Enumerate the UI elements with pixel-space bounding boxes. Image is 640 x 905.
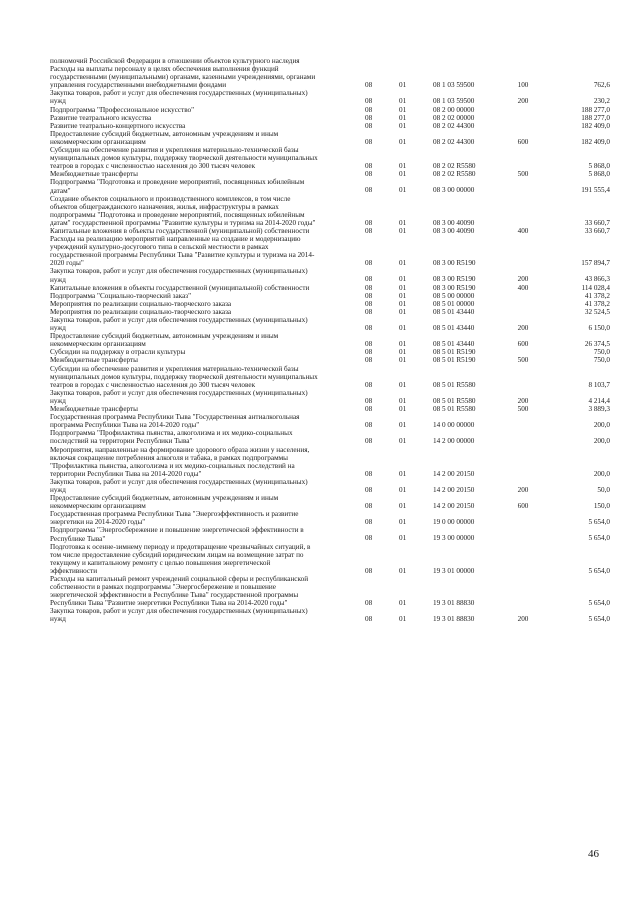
expense-type-code: 400 (517, 226, 529, 235)
expense-type-code: 600 (517, 137, 529, 146)
section-code: 08 (365, 81, 373, 90)
amount: 150,0 (593, 502, 610, 511)
target-item-code: 08 2 02 00000 (433, 113, 475, 122)
row-description: Закупка товаров, работ и услуг для обеспечения государственных (муниципальных) нужд (50, 477, 308, 494)
row-description: Мероприятия, направленные на формирование здорового образа жизни у населения, включая сокращение потребления алкоголя и табака, в рамках подпрограммы "Профилактика пьянства, алкоголизма и их медико-социальных последствий на территории Республики Тыва на 2014-2020 годы" (50, 445, 310, 478)
target-item-code: 19 0 00 00000 (433, 518, 475, 527)
expense-type-code: 200 (517, 615, 529, 624)
target-item-code: 08 2 00 00000 (433, 105, 475, 114)
target-item-code: 08 2 02 44300 (433, 137, 475, 146)
subsection-code: 01 (399, 469, 407, 478)
target-item-code: 08 5 01 00000 (433, 299, 475, 308)
subsection-code: 01 (399, 348, 407, 357)
amount: 33 660,7 (584, 226, 610, 235)
section-code: 08 (365, 615, 373, 624)
table-row (50, 130, 610, 146)
table-row (50, 284, 610, 292)
section-code: 08 (365, 340, 373, 349)
section-code: 08 (365, 502, 373, 511)
row-description: Развитие театрального искусства (50, 113, 152, 122)
table-row (50, 227, 610, 235)
row-description: Подпрограмма "Энергосбережение и повышение энергетической эффективности в Республике Тыва" (50, 526, 304, 543)
section-code: 08 (365, 348, 373, 357)
row-description: Субсидии на обеспечение развития и укрепления материально-технической базы муниципальных домов культуры, поддержку творческой деятельности муниципальных театров в городах с численностью населения до 300 тысяч человек (50, 146, 318, 171)
amount: 5 868,0 (588, 170, 610, 179)
amount: 50,0 (597, 485, 610, 494)
amount: 188 277,0 (581, 105, 610, 114)
table-row (50, 332, 610, 348)
subsection-code: 01 (399, 380, 407, 389)
expense-type-code: 500 (517, 170, 529, 179)
amount: 188 277,0 (581, 113, 610, 122)
subsection-code: 01 (399, 502, 407, 511)
expense-type-code: 400 (517, 283, 529, 292)
amount: 6 150,0 (588, 324, 610, 332)
section-code: 08 (365, 105, 373, 114)
target-item-code: 08 2 02 44300 (433, 121, 475, 130)
subsection-code: 01 (399, 534, 407, 543)
row-description: Государственная программа Республики Тыва "Энергоэффективность и развитие энергетики на 2014-2020 годы" (50, 510, 299, 527)
target-item-code: 08 3 00 R5190 (433, 259, 476, 268)
table-row (50, 114, 610, 122)
row-description: Межбюджетные трансферты (50, 405, 138, 414)
section-code: 08 (365, 218, 373, 227)
table-row (50, 356, 610, 364)
section-code: 08 (365, 485, 373, 494)
subsection-code: 01 (399, 105, 407, 114)
table-row (50, 389, 610, 405)
table-row (50, 446, 610, 478)
target-item-code: 14 2 00 20150 (433, 502, 475, 511)
table-row (50, 65, 610, 89)
target-item-code: 08 3 00 R5190 (433, 283, 476, 292)
target-item-code: 08 5 01 R5190 (433, 348, 476, 357)
subsection-code: 01 (399, 283, 407, 292)
target-item-code: 08 2 02 R5580 (433, 170, 476, 179)
amount: 3 889,3 (588, 405, 610, 414)
target-item-code: 14 2 00 20150 (433, 469, 475, 478)
subsection-code: 01 (399, 121, 407, 130)
row-description: Капитальные вложения в объекты государственной (муниципальной) собственности (50, 226, 310, 235)
amount: 5 654,0 (588, 566, 610, 575)
table-row (50, 292, 610, 300)
row-description: Расходы на капитальный ремонт учреждений социальной сферы и республиканской собственности в рамках подпрограммы "Энергосбережение и повышение энергетической эффективности в Республике Тыва" государственной программы Республики Тыва "Развитие энергетики Республики Тыва на 2014-2020 годы" (50, 575, 309, 608)
amount: 5 868,0 (588, 162, 610, 171)
table-row (50, 316, 610, 332)
section-code: 08 (365, 97, 373, 106)
target-item-code: 08 3 00 40090 (433, 218, 475, 227)
target-item-code: 08 5 01 R5580 (433, 405, 476, 414)
table-row (50, 494, 610, 510)
table-row (50, 170, 610, 178)
amount: 4 214,4 (588, 396, 610, 405)
target-item-code: 08 5 00 00000 (433, 291, 475, 300)
table-row (50, 122, 610, 130)
row-description: Расходы на реализацию мероприятий направленные на создание и модернизацию учреждений культурно-досугового типа в сельской местности в рамках государственной программы Республики Тыва "Развитие культуры и туризма на 2014-2020 годы" (50, 235, 315, 268)
target-item-code: 08 5 01 43440 (433, 324, 475, 332)
amount: 5 654,0 (588, 518, 610, 527)
section-code: 08 (365, 113, 373, 122)
subsection-code: 01 (399, 218, 407, 227)
amount: 750,0 (593, 356, 610, 365)
amount: 191 555,4 (581, 186, 610, 195)
amount: 5 654,0 (588, 599, 610, 607)
subsection-code: 01 (399, 162, 407, 171)
row-description: Закупка товаров, работ и услуг для обеспечения государственных (муниципальных) нужд (50, 267, 308, 284)
row-description: Подпрограмма "Подготовка и проведение мероприятий, посвященных юбилейным датам" (50, 178, 305, 195)
subsection-code: 01 (399, 396, 407, 405)
expense-type-code: 200 (517, 324, 529, 332)
amount: 200,0 (593, 437, 610, 446)
expense-type-code: 600 (517, 502, 529, 511)
section-code: 08 (365, 396, 373, 405)
amount: 750,0 (593, 348, 610, 357)
subsection-code: 01 (399, 113, 407, 122)
target-item-code: 08 1 03 59500 (433, 97, 475, 106)
amount: 26 374,5 (584, 340, 610, 349)
subsection-code: 01 (399, 275, 407, 284)
target-item-code: 08 5 01 43440 (433, 340, 475, 349)
subsection-code: 01 (399, 615, 407, 624)
row-description: Подпрограмма "Профилактика пьянства, алкоголизма и их медико-социальных последствий на территории Республики Тыва" (50, 429, 293, 446)
subsection-code: 01 (399, 97, 407, 106)
row-description: Закупка товаров, работ и услуг для обеспечения государственных (муниципальных) нужд (50, 388, 308, 405)
section-code: 08 (365, 566, 373, 575)
table-row (50, 405, 610, 413)
section-code: 08 (365, 437, 373, 446)
section-code: 08 (365, 162, 373, 171)
section-code: 08 (365, 186, 373, 195)
subsection-code: 01 (399, 137, 407, 146)
amount: 33 660,7 (584, 218, 610, 227)
row-description: Субсидии на поддержку в отрасли культуры (50, 348, 186, 357)
page-number: 46 (588, 848, 599, 860)
expense-type-code: 500 (517, 356, 529, 365)
subsection-code: 01 (399, 299, 407, 308)
row-description: Закупка товаров, работ и услуг для обеспечения государственных (муниципальных) нужд (50, 89, 308, 106)
section-code: 08 (365, 307, 373, 316)
section-code: 08 (365, 299, 373, 308)
subsection-code: 01 (399, 405, 407, 414)
expense-type-code: 200 (517, 396, 529, 405)
table-row (50, 526, 610, 542)
target-item-code: 08 5 01 43440 (433, 307, 475, 316)
target-item-code: 19 3 01 00000 (433, 566, 475, 575)
subsection-code: 01 (399, 599, 407, 607)
section-code: 08 (365, 380, 373, 389)
section-code: 08 (365, 283, 373, 292)
table-row (50, 106, 610, 114)
table-row (50, 57, 610, 65)
section-code: 08 (365, 275, 373, 284)
section-code: 08 (365, 259, 373, 268)
expense-type-code: 500 (517, 405, 529, 414)
row-description: полномочий Российской Федерации в отношении объектов культурного наследия (50, 57, 300, 65)
target-item-code: 19 3 01 88830 (433, 599, 475, 607)
row-description: Подпрограмма "Социально-творческий заказ" (50, 291, 192, 300)
amount: 230,2 (593, 97, 610, 106)
amount: 157 894,7 (581, 259, 610, 268)
expense-type-code: 200 (517, 485, 529, 494)
table-row (50, 267, 610, 283)
section-code: 08 (365, 534, 373, 543)
amount: 762,6 (593, 81, 610, 90)
row-description: Предоставление субсидий бюджетным, автономным учреждениям и иным некоммерческим организациям (50, 332, 279, 349)
row-description: Закупка товаров, работ и услуг для обеспечения государственных (муниципальных) нужд (50, 316, 308, 333)
section-code: 08 (365, 405, 373, 414)
row-description: Межбюджетные трансферты (50, 170, 138, 179)
subsection-code: 01 (399, 186, 407, 195)
table-row (50, 478, 610, 494)
subsection-code: 01 (399, 518, 407, 527)
row-description: Предоставление субсидий бюджетным, автономным учреждениям и иным некоммерческим организациям (50, 129, 279, 146)
target-item-code: 08 1 03 59500 (433, 81, 475, 90)
budget-table (50, 57, 610, 624)
expense-type-code: 200 (517, 275, 529, 284)
row-description: Капитальные вложения в объекты государственной (муниципальной) собственности (50, 283, 310, 292)
table-row (50, 543, 610, 575)
subsection-code: 01 (399, 485, 407, 494)
amount: 5 654,0 (588, 534, 610, 543)
target-item-code: 08 5 01 R5190 (433, 356, 476, 365)
amount: 182 409,0 (581, 121, 610, 130)
expense-type-code: 600 (517, 340, 529, 349)
table-row (50, 429, 610, 445)
target-item-code: 19 3 00 00000 (433, 534, 475, 543)
amount: 200,0 (593, 421, 610, 430)
amount: 32 524,5 (584, 307, 610, 316)
row-description: Предоставление субсидий бюджетным, автономным учреждениям и иным некоммерческим организациям (50, 494, 279, 511)
table-row (50, 575, 610, 607)
amount: 41 378,2 (584, 299, 610, 308)
section-code: 08 (365, 356, 373, 365)
target-item-code: 08 2 02 R5580 (433, 162, 476, 171)
subsection-code: 01 (399, 259, 407, 268)
amount: 8 103,7 (588, 380, 610, 389)
section-code: 08 (365, 121, 373, 130)
row-description: Мероприятия по реализации социально-творческого заказа (50, 299, 232, 308)
subsection-code: 01 (399, 170, 407, 179)
target-item-code: 08 3 00 40090 (433, 226, 475, 235)
subsection-code: 01 (399, 437, 407, 446)
expense-type-code: 200 (517, 97, 529, 106)
row-description: Межбюджетные трансферты (50, 356, 138, 365)
section-code: 08 (365, 518, 373, 527)
section-code: 08 (365, 170, 373, 179)
amount: 43 866,3 (584, 275, 610, 284)
table-row (50, 413, 610, 429)
table-row (50, 510, 610, 526)
section-code: 08 (365, 324, 373, 332)
table-row (50, 607, 610, 623)
row-description: Мероприятия по реализации социально-творческого заказа (50, 307, 232, 316)
target-item-code: 08 3 00 00000 (433, 186, 475, 195)
target-item-code: 14 2 00 20150 (433, 485, 475, 494)
subsection-code: 01 (399, 356, 407, 365)
row-description: Закупка товаров, работ и услуг для обеспечения государственных (муниципальных) нужд (50, 607, 308, 624)
subsection-code: 01 (399, 340, 407, 349)
row-description: Расходы на выплаты персоналу в целях обеспечения выполнения функций государственными (муниципальными) органами, казенными учреждениями, органами управления государственными внебюджетными фондами (50, 65, 316, 90)
section-code: 08 (365, 599, 373, 607)
table-row (50, 348, 610, 356)
target-item-code: 08 5 01 R5580 (433, 380, 476, 389)
row-description: Государственная программа Республики Тыва "Государственная антиалкогольная программа Республики Тыва на 2014-2020 годы" (50, 413, 300, 430)
row-description: Развитие театрально-концертного искусства (50, 121, 186, 130)
table-row (50, 146, 610, 170)
table-row (50, 195, 610, 227)
section-code: 08 (365, 226, 373, 235)
row-description: Субсидии на обеспечение развития и укрепления материально-технической базы муниципальных домов культуры, поддержку творческой деятельности муниципальных театров в городах с численностью населения до 300 тысяч человек (50, 364, 318, 389)
subsection-code: 01 (399, 421, 407, 430)
section-code: 08 (365, 421, 373, 430)
subsection-code: 01 (399, 307, 407, 316)
table-row (50, 235, 610, 267)
table-row (50, 178, 610, 194)
subsection-code: 01 (399, 226, 407, 235)
subsection-code: 01 (399, 566, 407, 575)
table-row (50, 300, 610, 308)
amount: 5 654,0 (588, 615, 610, 624)
target-item-code: 08 5 01 R5580 (433, 396, 476, 405)
subsection-code: 01 (399, 81, 407, 90)
subsection-code: 01 (399, 324, 407, 332)
table-row (50, 89, 610, 105)
expense-type-code: 100 (517, 81, 529, 90)
target-item-code: 19 3 01 88830 (433, 615, 475, 624)
table-row (50, 365, 610, 389)
row-description: Создание объектов социального и производственного комплексов, в том числе объектов общегражданского назначения, жилья, инфраструктуры в рамках подпрограммы "Подготовка и проведение мероприятий, посвященных юбилейным датам" государственной программы "Развитие культуры и туризма на 2014-2020 годы" (50, 194, 316, 227)
amount: 200,0 (593, 469, 610, 478)
table-row (50, 308, 610, 316)
section-code: 08 (365, 291, 373, 300)
target-item-code: 14 0 00 00000 (433, 421, 475, 430)
section-code: 08 (365, 469, 373, 478)
section-code: 08 (365, 137, 373, 146)
row-description: Подпрограмма "Профессиональное искусство" (50, 105, 195, 114)
target-item-code: 08 3 00 R5190 (433, 275, 476, 284)
subsection-code: 01 (399, 291, 407, 300)
target-item-code: 14 2 00 00000 (433, 437, 475, 446)
amount: 114 028,4 (581, 283, 610, 292)
amount: 41 378,2 (584, 291, 610, 300)
amount: 182 409,0 (581, 137, 610, 146)
row-description: Подготовка к осенне-зимнему периоду и предотвращение чрезвычайных ситуаций, в том числе предоставление субсидий юридическим лицам на возмещение затрат по текущему и капитальному ремонту с целью повышения энергетической эффективности (50, 542, 311, 575)
